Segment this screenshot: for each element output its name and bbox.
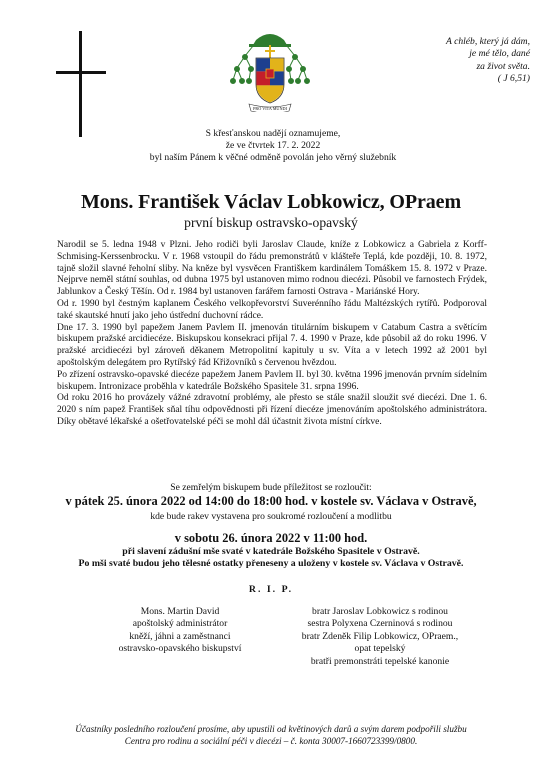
farewell-event-2-detail: při slavení zádušní mše svaté v katedrále Božského Spasitele v Ostravě.	[122, 546, 420, 557]
donation-note	[0, 724, 542, 747]
mourners-right	[270, 606, 490, 668]
farewell-event-2: v sobotu 26. února 2022 v 11:00 hod.	[174, 531, 368, 545]
farewell-event-1-note: kde bude rakev vystavena pro soukromé rozloučení a modlitbu	[150, 511, 392, 522]
announcement-line: že ve čtvrtek 17. 2. 2022	[225, 140, 321, 151]
mourning-cross-vertical	[79, 31, 82, 137]
farewell-event-2-burial: Po mši svaté budou jeho tělesné ostatky přeneseny a uloženy v kostele sv. Václava v Ostravě.	[78, 558, 464, 569]
bio-paragraph: Od roku 2016 ho provázely vážné zdravotní problémy, ale přesto se stále snažil sloužit své diecézi. Dne 1. 6. 2020 s ním papež František sňal tíhu odpovědnosti při řízení diecéze jmenováním apoštolského administrátora. Díky obětavé lékařské a ošetřovatelské péči se mohl dál účastnit života místní církve.	[57, 393, 487, 427]
mourner-line: bratr Jaroslav Lobkowicz s rodinou	[312, 606, 448, 617]
quote-reference: ( J 6,51)	[497, 73, 530, 85]
bio-paragraph: Po zřízení ostravsko-opavské diecéze papežem Janem Pavlem II. byl 30. května 1996 jmenován prvním sídelním biskupem. Intronizace proběhla v katedrále Božského Spasitele 31. srpna 1996.	[57, 369, 487, 392]
announcement-line: S křesťanskou nadějí oznamujeme,	[205, 128, 341, 139]
mourner-line: bratr Zdeněk Filip Lobkowicz, OPraem.,	[301, 630, 459, 642]
scripture-quote	[380, 36, 530, 86]
mourner-line: kněží, jáhni a zaměstnanci	[129, 630, 231, 642]
rip-label: R. I. P.	[248, 584, 294, 595]
farewell-lead: Se zemřelým biskupem bude příležitost se rozloučit:	[170, 482, 372, 493]
mourner-line: Mons. Martin David	[140, 606, 220, 617]
mourner-line: sestra Polyxena Czerninová s rodinou	[307, 618, 453, 630]
deceased-title: první biskup ostravsko-opavský	[184, 215, 358, 230]
bio-paragraph: Narodil se 5. ledna 1948 v Plzni. Jeho rodiči byli Jaroslav Claude, kníže z Lobkowicz a Gabriela z Korff-Schmising-Kerssenbrocku. V r. 1968 vstoupil do řádu premonstrátů v klášteře Teplá, kde později, 10. 8. 1972, tajně složil slavné řeholní sliby. Na kněze byl vysvěcen Františkem kardinálem Tomáškem 15. 8. 1972 v Praze. Nejprve neměl státní souhlas, od dubna 1975 byl ustanoven mimo rodnou diecézi. Působil ve farnostech Frýdek, Jablunkov a Český Těšín. Od r. 1984 byl ustanoven farářem farnosti Ostrava - Mariánské Hory.	[57, 240, 487, 298]
mourners-left	[95, 606, 265, 656]
mourner-line: opat tepelský	[354, 643, 406, 655]
quote-line: A chléb, který já dám,	[445, 36, 530, 47]
bio-paragraph: Od r. 1990 byl čestným kaplanem Českého velkopřevorství Suverénního řádu Maltézských rytířů. Podporoval také skautské hnutí jako jeho ústřední duchovní rádce.	[57, 298, 487, 321]
mourner-line: ostravsko-opavského biskupství	[118, 643, 242, 655]
donation-note-line: Účastníky posledního rozloučení prosíme, aby upustili od květinových darů a svým darem podpořili službu	[75, 724, 467, 734]
biography	[57, 240, 487, 429]
coat-of-arms-icon	[229, 28, 311, 112]
announcement-line: byl naším Pánem k věčné odměně povolán jeho věrný služebník	[149, 152, 397, 163]
quote-line: je mé tělo, dané	[469, 48, 530, 60]
mourner-line: apoštolský administrátor	[132, 618, 228, 630]
mourner-line: bratři premonstráti tepelské kanonie	[310, 655, 450, 667]
farewell-event-1: v pátek 25. února 2022 od 14:00 do 18:00 hod. v kostele sv. Václava v Ostravě,	[65, 494, 477, 508]
deceased-name: Mons. František Václav Lobkowicz, OPraem	[80, 191, 462, 213]
coat-of-arms-motto: PRO VITA MUNDI	[253, 106, 287, 111]
announcement	[0, 128, 542, 164]
bio-paragraph: Dne 17. 3. 1990 byl papežem Janem Pavlem II. jmenován titulárním biskupem v Catabum Castra a světícím biskupem pražské arcidiecéze. Biskupskou konsekraci přijal 7. 4. 1990 v Praze, kde působil až do roku 1996. V pražské arcidiecézi byl zároveň děkanem Metropolitní kapituly u sv. Víta a v letech 1992 až 2001 byl apoštolským delegátem pro Rytířský řád Křižovníků s červenou hvězdou.	[57, 322, 487, 368]
quote-line: za život světa.	[476, 60, 530, 72]
donation-note-line: Centra pro rodinu a sociální péči v diecézi – č. konta 30007-1660723399/0800.	[124, 735, 418, 746]
mourning-cross-horizontal	[56, 71, 106, 74]
